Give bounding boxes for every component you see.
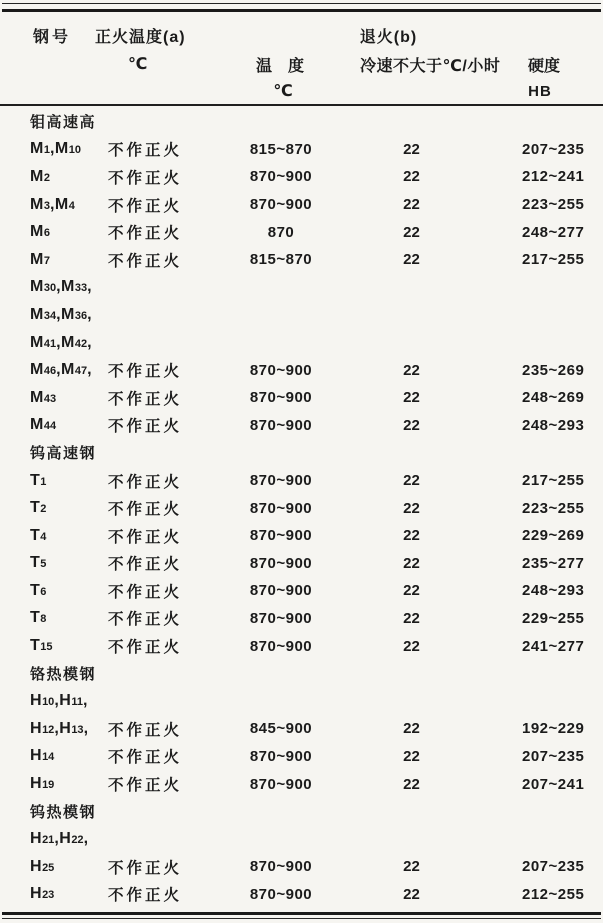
hardness-value: 235~277	[522, 554, 585, 572]
annealing-temp-value: 870~900	[249, 168, 313, 186]
normalizing-value: 不作正火	[108, 473, 183, 491]
table-row	[28, 384, 593, 412]
hardness-value: 248~277	[522, 223, 585, 241]
bottom-rule-thick	[2, 912, 601, 915]
annealing-temp-value: 870~900	[249, 582, 313, 600]
hardness-value: 217~255	[522, 251, 585, 269]
hardness-value: 217~255	[522, 472, 585, 490]
steel-grade: H23	[30, 885, 55, 903]
normalizing-value: 不作正火	[108, 363, 183, 381]
normalizing-value: 不作正火	[108, 197, 183, 215]
steel-grade: M3,M4	[30, 195, 75, 213]
annealing-temp-value: 870~900	[249, 527, 313, 545]
steel-grade: T15	[30, 637, 53, 655]
annealing-temp-value: 870~900	[249, 472, 313, 490]
table-row	[28, 191, 593, 219]
table-body	[0, 106, 603, 908]
normalizing-value: 不作正火	[108, 418, 183, 436]
cooling-rate-value: 22	[403, 472, 420, 490]
group-label: 钨高速钢	[30, 445, 97, 463]
table-row	[28, 163, 593, 191]
table-row	[28, 522, 593, 550]
cooling-rate-value: 22	[403, 168, 420, 186]
hardness-value: 207~235	[522, 140, 585, 158]
steel-grade: H10,H11,	[30, 692, 88, 710]
steel-grade: T8	[30, 609, 47, 627]
annealing-temp-value: 870~900	[249, 747, 313, 765]
annealing-temp-value: 870~900	[249, 389, 313, 407]
annealing-temp-value: 870~900	[249, 885, 313, 903]
steel-grade: H12,H13,	[30, 719, 89, 737]
annealing-temp-value: 870~900	[249, 499, 313, 517]
table-row	[28, 715, 593, 743]
normalizing-value: 不作正火	[108, 556, 183, 574]
annealing-temp-value: 815~870	[249, 140, 313, 158]
header-normalizing-unit: ℃	[128, 56, 148, 73]
cooling-rate-value: 22	[403, 747, 420, 765]
normalizing-value: 不作正火	[108, 639, 183, 657]
annealing-temp-value: 870	[267, 223, 295, 241]
table-row	[28, 494, 593, 522]
table-header	[0, 12, 603, 106]
steel-grade: M2	[30, 167, 50, 185]
annealing-temp-value: 870~900	[249, 554, 313, 572]
section-row	[28, 108, 593, 136]
normalizing-value: 不作正火	[108, 887, 183, 905]
hardness-value: 248~293	[522, 582, 585, 600]
steel-grade: T5	[30, 554, 47, 572]
steel-grade: M1,M10	[30, 140, 81, 158]
table-row	[28, 632, 593, 660]
section-row	[28, 660, 593, 688]
hardness-value: 229~255	[522, 609, 585, 627]
steel-grade: T4	[30, 526, 47, 544]
steel-grade: T6	[30, 581, 47, 599]
header-steel-grade: 钢号	[33, 28, 72, 46]
normalizing-value: 不作正火	[108, 583, 183, 601]
steel-grade: M46,M47,	[30, 361, 93, 379]
group-label: 钼高速高	[30, 114, 97, 132]
normalizing-value: 不作正火	[108, 142, 183, 160]
hardness-value: 212~255	[522, 885, 585, 903]
normalizing-value: 不作正火	[108, 252, 183, 270]
hardness-value: 212~241	[522, 168, 585, 186]
normalizing-value: 不作正火	[108, 225, 183, 243]
table-row	[28, 577, 593, 605]
annealing-temp-value: 870~900	[249, 196, 313, 214]
hardness-value: 223~255	[522, 196, 585, 214]
hardness-value: 241~277	[522, 637, 585, 655]
table-row	[28, 329, 593, 357]
normalizing-value: 不作正火	[108, 611, 183, 629]
table-row	[28, 246, 593, 274]
normalizing-value: 不作正火	[108, 721, 183, 739]
normalizing-value: 不作正火	[108, 777, 183, 795]
normalizing-value: 不作正火	[108, 390, 183, 408]
cooling-rate-value: 22	[403, 720, 420, 738]
cooling-rate-value: 22	[403, 554, 420, 572]
table-row	[28, 770, 593, 798]
header-cooling-rate: 冷速不大于℃/小时	[360, 57, 501, 75]
cooling-rate-value: 22	[403, 637, 420, 655]
normalizing-value: 不作正火	[108, 749, 183, 767]
group-label: 钨热模钢	[30, 804, 97, 822]
steel-grade: M43	[30, 388, 57, 406]
group-label: 铬热模钢	[30, 666, 97, 684]
steel-grade: M34,M36,	[30, 305, 93, 323]
normalizing-value: 不作正火	[108, 501, 183, 519]
hardness-value: 192~229	[522, 720, 585, 738]
steel-grade: H21,H22,	[30, 830, 89, 848]
section-row	[28, 439, 593, 467]
steel-grade: T1	[30, 471, 47, 489]
cooling-rate-value: 22	[403, 140, 420, 158]
table-row	[28, 743, 593, 771]
header-row-3	[28, 78, 593, 104]
table-row	[28, 412, 593, 440]
cooling-rate-value: 22	[403, 775, 420, 793]
steel-grade: M7	[30, 250, 50, 268]
bottom-rule-thin	[2, 918, 601, 919]
steel-grade: M44	[30, 416, 57, 434]
annealing-temp-value: 870~900	[249, 609, 313, 627]
hardness-value: 229~269	[522, 527, 585, 545]
cooling-rate-value: 22	[403, 885, 420, 903]
header-row-1	[28, 20, 593, 50]
normalizing-value: 不作正火	[108, 169, 183, 187]
hardness-value: 223~255	[522, 499, 585, 517]
cooling-rate-value: 22	[403, 196, 420, 214]
table-row	[28, 853, 593, 881]
cooling-rate-value: 22	[403, 389, 420, 407]
table-row	[28, 356, 593, 384]
table-row	[28, 136, 593, 164]
table-row	[28, 218, 593, 246]
table-row	[28, 550, 593, 578]
steel-grade: H19	[30, 775, 55, 793]
table-row	[28, 605, 593, 633]
hardness-value: 207~235	[522, 747, 585, 765]
cooling-rate-value: 22	[403, 858, 420, 876]
header-annealing-temp: 温 度	[255, 57, 304, 75]
table-row	[28, 301, 593, 329]
annealing-temp-value: 870~900	[249, 775, 313, 793]
normalizing-value: 不作正火	[108, 859, 183, 877]
normalizing-value: 不作正火	[108, 528, 183, 546]
annealing-temp-value: 870~900	[249, 858, 313, 876]
hardness-value: 235~269	[522, 361, 585, 379]
cooling-rate-value: 22	[403, 609, 420, 627]
header-annealing-group: 退火(b)	[359, 28, 418, 46]
annealing-temp-value: 870~900	[249, 637, 313, 655]
cooling-rate-value: 22	[403, 251, 420, 269]
table-row	[28, 687, 593, 715]
top-rule-thin	[2, 3, 601, 4]
steel-grade: H25	[30, 857, 55, 875]
section-row	[28, 798, 593, 826]
header-hardness: 硬度	[527, 57, 560, 75]
header-normalizing-temp: 正火温度(a)	[95, 28, 186, 46]
header-annealing-temp-unit: ℃	[273, 83, 293, 100]
header-hardness-unit: HB	[528, 82, 552, 100]
hardness-value: 248~293	[522, 416, 585, 434]
cooling-rate-value: 22	[403, 416, 420, 434]
cooling-rate-value: 22	[403, 499, 420, 517]
table-row	[28, 825, 593, 853]
hardness-value: 248~269	[522, 389, 585, 407]
steel-grade: H14	[30, 747, 55, 765]
cooling-rate-value: 22	[403, 582, 420, 600]
steel-grade: M41,M42,	[30, 333, 93, 351]
cooling-rate-value: 22	[403, 527, 420, 545]
steel-grade: T2	[30, 499, 47, 517]
annealing-temp-value: 845~900	[249, 720, 313, 738]
table-row	[28, 274, 593, 302]
annealing-temp-value: 815~870	[249, 251, 313, 269]
table-row	[28, 881, 593, 909]
hardness-value: 207~241	[522, 775, 585, 793]
steel-grade: M6	[30, 223, 50, 241]
hardness-value: 207~235	[522, 858, 585, 876]
annealing-temp-value: 870~900	[249, 361, 313, 379]
table-row	[28, 467, 593, 495]
cooling-rate-value: 22	[403, 361, 420, 379]
steel-grade: M30,M33,	[30, 278, 93, 296]
cooling-rate-value: 22	[403, 223, 420, 241]
annealing-temp-value: 870~900	[249, 416, 313, 434]
header-row-2	[28, 50, 593, 78]
